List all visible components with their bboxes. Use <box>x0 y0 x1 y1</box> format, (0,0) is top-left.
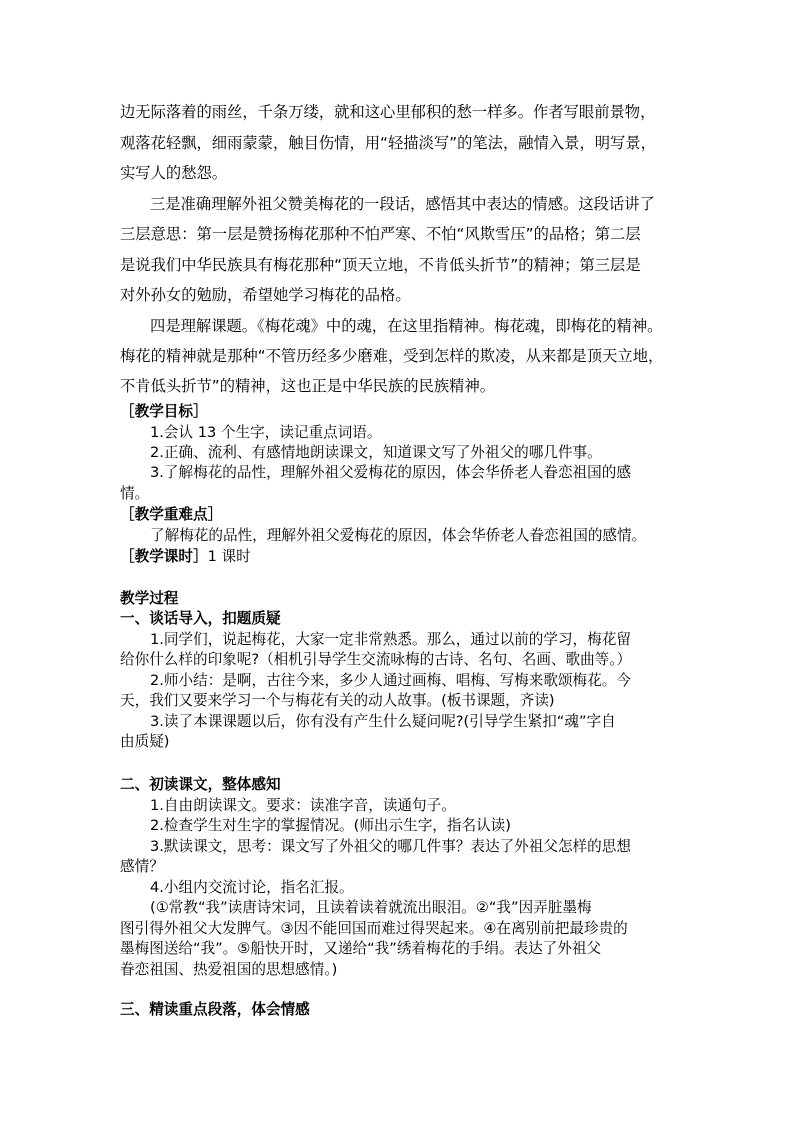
text-line: 是说我们中华民族具有梅花那种“顶天立地，不肯低头折节”的精神；第三层是 <box>120 256 641 274</box>
text-line: 3.默读课文，思考：课文写了外祖父的哪几件事？表达了外祖父怎样的思想 <box>150 838 631 855</box>
section-3-heading: 三、精读重点段落，体会情感 <box>120 1001 310 1018</box>
text-line: 三是准确理解外祖父赞美梅花的一段话，感悟其中表达的情感。这段话讲了 <box>150 195 655 213</box>
text-line: 2.师小结：是啊，古往今来，多少人通过画梅、唱梅、写梅来歌颂梅花。今 <box>150 672 631 689</box>
hours-heading: ［教学课时］ <box>120 548 208 565</box>
process-title: 教学过程 <box>120 590 179 607</box>
text-line: 观落花轻飘，细雨蒙蒙，触目伤情，用“轻描淡写”的笔法，融情入景，明写景， <box>120 134 656 152</box>
goals-heading: ［教学目标］ <box>120 403 208 420</box>
hours-value: 1 课时 <box>207 548 251 565</box>
text-line: 三层意思：第一层是赞扬梅花那种不怕严寒、不怕“风欺雪压”的品格；第二层 <box>120 225 641 243</box>
text-line: 给你什么样的印象呢?（相机引导学生交流咏梅的古诗、名句、名画、歌曲等。） <box>120 651 632 668</box>
text-line: 由质疑) <box>120 733 170 750</box>
text-line: 眷恋祖国、热爱祖国的思想感情。) <box>120 961 338 978</box>
text-line: 1.同学们，说起梅花，大家一定非常熟悉。那么，通过以前的学习，梅花留 <box>150 631 631 648</box>
text-line: 感情？ <box>120 858 164 875</box>
text-line: 不肯低头折节”的精神，这也正是中华民族的民族精神。 <box>120 377 496 395</box>
text-line: 1.自由朗读课文。要求：读准字音，读通句子。 <box>150 797 456 814</box>
key-points-heading: ［教学重难点］ <box>120 506 223 523</box>
goal-item: 3.了解梅花的品性，理解外祖父爱梅花的原因，体会华侨老人眷恋祖国的感 <box>150 464 631 481</box>
goal-item: 1.会认 13 个生字，读记重点词语。 <box>150 424 382 441</box>
text-line: 图引得外祖父大发脾气。③因不能回国而难过得哭起来。④在离别前把最珍贵的 <box>120 920 628 937</box>
text-line: 实写人的愁怨。 <box>120 164 228 182</box>
text-line: 2.检查学生对生字的掌握情况。(师出示生字，指名认读) <box>150 817 511 834</box>
text-line: 对外孙女的勉励，希望她学习梅花的品格。 <box>120 286 411 304</box>
text-line: 四是理解课题。《梅花魂》中的魂，在这里指精神。梅花魂，即梅花的精神。 <box>150 317 663 335</box>
text-line: 天，我们又要来学习一个与梅花有关的动人故事。(板书课题，齐读) <box>120 692 555 709</box>
text-line: 边无际落着的雨丝，千条万缕，就和这心里郁积的愁一样多。作者写眼前景物， <box>120 103 656 121</box>
hours-line <box>120 547 680 567</box>
key-points-text: 了解梅花的品性，理解外祖父爱梅花的原因，体会华侨老人眷恋祖国的感情。 <box>150 527 647 544</box>
text-line: 4.小组内交流讨论，指名汇报。 <box>150 879 354 896</box>
section-2-heading: 二、初读课文，整体感知 <box>120 776 281 793</box>
section-1-heading: 一、谈话导入，扣题质疑 <box>120 610 281 627</box>
text-line: 3.读了本课课题以后，你有没有产生什么疑问呢?(引导学生紧扣“魂”字自 <box>150 713 616 730</box>
goal-item: 2.正确、流利、有感情地朗读课文，知道课文写了外祖父的哪几件事。 <box>150 444 602 461</box>
text-line: 梅花的精神就是那种“不管历经多少磨难，受到怎样的欺凌，从来都是顶天立地， <box>120 347 664 365</box>
text-line: (①常教“我”读唐诗宋词，且读着读着就流出眼泪。②“我”因弄脏墨梅 <box>150 899 592 916</box>
text-line: 墨梅图送给“我”。⑤船快开时，又递给“我”绣着梅花的手绢。表达了外祖父 <box>120 940 602 957</box>
goal-item-continued: 情。 <box>120 485 150 502</box>
